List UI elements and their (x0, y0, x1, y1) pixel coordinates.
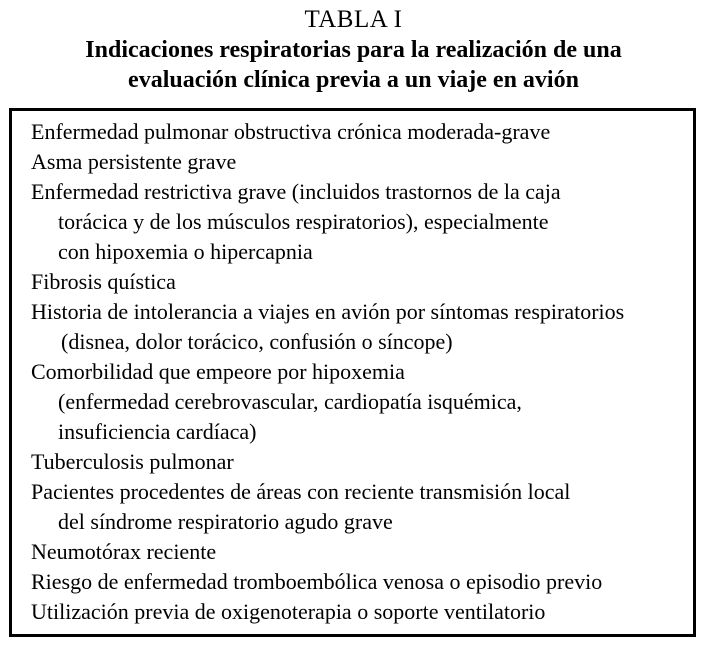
list-item-line-continuation: (disnea, dolor torácico, confusión o síncope) (61, 329, 453, 354)
table-label: TABLA I (304, 6, 403, 33)
table-caption-line-2: evaluación clínica previa a un viaje en avión (128, 67, 579, 93)
list-item-line: Pacientes procedentes de áreas con reciente transmisión local (31, 479, 571, 504)
list-item-line: Historia de intolerancia a viajes en avión por síntomas respiratorios (31, 299, 625, 324)
list-item-line-continuation: insuficiencia cardíaca) (58, 419, 257, 444)
list-item-neumotorax (31, 537, 693, 567)
list-item-line-continuation: con hipoxemia o hipercapnia (58, 239, 313, 264)
list-item-enfermedad-restrictiva (31, 177, 693, 267)
table-header (0, 6, 707, 95)
indications-table-box (9, 108, 696, 637)
list-item-line: Tuberculosis pulmonar (31, 449, 234, 474)
list-item-line: Utilización previa de oxigenoterapia o soporte ventilatorio (31, 599, 546, 624)
list-item-line: Enfermedad restrictiva grave (incluidos trastornos de la caja (31, 179, 561, 204)
list-item-asma (31, 147, 693, 177)
list-item-sras (31, 477, 693, 537)
list-item-line: Comorbilidad que empeore por hipoxemia (31, 359, 405, 384)
table-caption (0, 35, 707, 95)
list-item-line-continuation: torácica y de los músculos respiratorios), especialmente (58, 209, 549, 234)
list-item-line: Neumotórax reciente (31, 539, 217, 564)
list-item-comorbilidad (31, 357, 693, 447)
list-item-epoc (31, 117, 693, 147)
list-item-oxigenoterapia (31, 597, 693, 627)
list-item-line-continuation: del síndrome respiratorio agudo grave (58, 509, 393, 534)
table-caption-line-1: Indicaciones respiratorias para la realización de una (85, 37, 622, 63)
indications-list (12, 111, 693, 627)
list-item-intolerancia-viajes (31, 297, 693, 357)
list-item-line-continuation: (enfermedad cerebrovascular, cardiopatía isquémica, (58, 389, 522, 414)
list-item-line: Fibrosis quística (31, 269, 176, 294)
list-item-tuberculosis (31, 447, 693, 477)
list-item-line: Riesgo de enfermedad tromboembólica venosa o episodio previo (31, 569, 603, 594)
list-item-line: Enfermedad pulmonar obstructiva crónica moderada-grave (31, 119, 551, 144)
list-item-line: Asma persistente grave (31, 149, 237, 174)
list-item-tromboembolica (31, 567, 693, 597)
list-item-fibrosis-quistica (31, 267, 693, 297)
